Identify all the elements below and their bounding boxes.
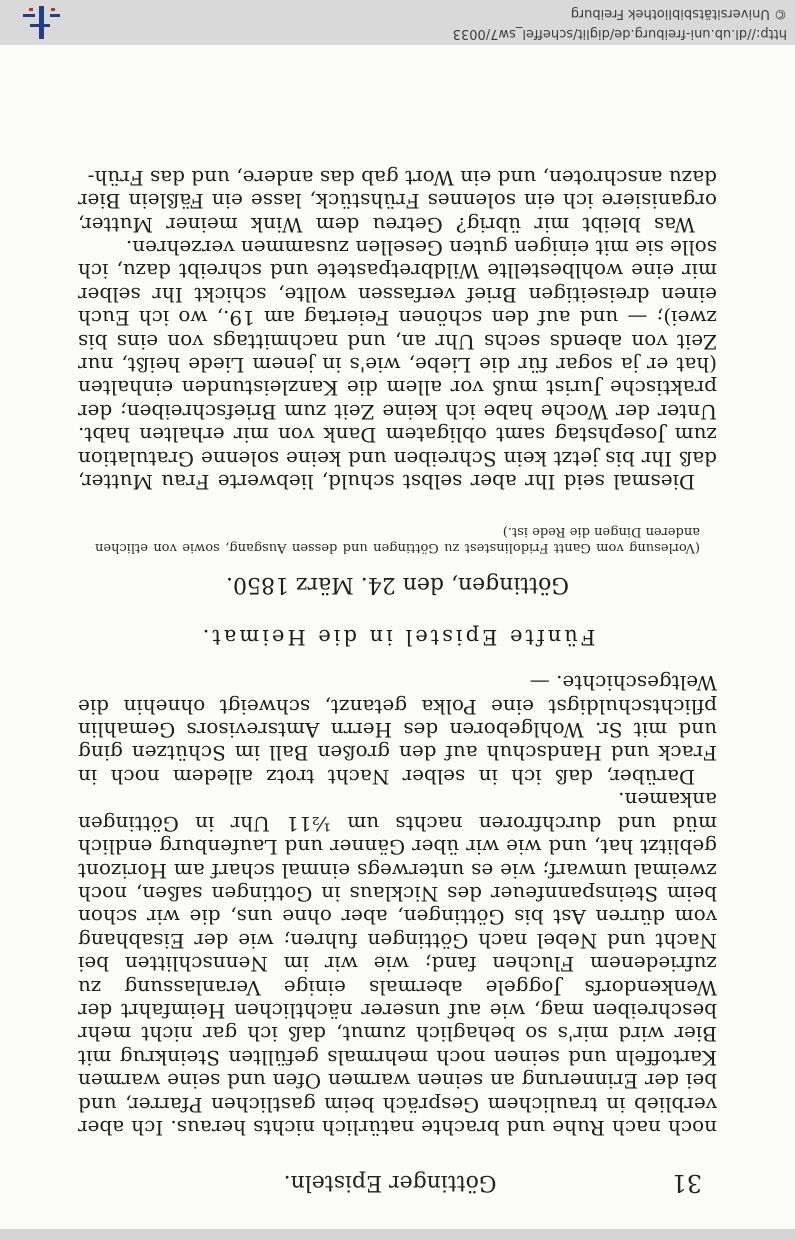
page-number: 31: [671, 1169, 702, 1197]
paragraph-4-text: Was bleibt mir übrig? Getreu dem Wink meiner Mutter, organisiere ich ein solennes Frühstück, lasse ein Fäßlein Bier dazu anschroten, und ein Wort gab das andere, und das Früh-: [78, 165, 717, 237]
paragraph-2-text: Darüber, daß ich in selber Nacht trotz alledem noch in Frack und Handschuh auf den großen Ball im Schützen ging und mit Sr. Wohlgeboren des Herrn Amtsrevisors Gemahlin pflichtschuldigst eine Polka getanzt, schweigt ohnehin die Weltgeschichte. —: [78, 671, 717, 789]
section-title: Fünfte Epistel in die Heimat.: [199, 625, 596, 649]
top-scan-strip: [0, 1229, 795, 1239]
document-footer: [0, 0, 795, 45]
ub-freiburg-logo-icon: [16, 0, 64, 45]
paragraph-1-text: noch nach Ruhe und brachte natürlich nichts heraus. Ich aber verblieb in traulichem Gespräch beim gastlichen Pfarrer, und bei der Erinnerung an seinen warmen Ofen und seine warmen Kartoffeln und seinen noch mehrmals gefüllten Steinkrug mit Bier wird mir's so behaglich zumut, daß ich gar nicht mehr beschreiben mag, wie auf unserer nächtlichen Heimfahrt der Wenkendorfs Joggele abermals einige Veranlassung zu zufriedenem Fluchen fand; wie wir im Nennschlitten bei Nacht und Nebel nach Göttingen fuhren; wie der Eisabhang vom dürren Ast bis Göttingen, aber ohne uns, die wir schon beim Steinspannfeuer des Nicklaus in Gottingen saßen, noch zweimal umwarf; wie es unterwegs einmal scharf am Horizont geblitzt hat, und wie wir über Gänner und Laufenburg endlich müd und durchfroren nachts um ½11 Uhr in Göttingen ankamen.: [78, 788, 717, 1140]
paragraph-3: [78, 165, 717, 493]
scan-sheet: [0, 45, 795, 1229]
paragraph-1: [78, 671, 717, 1139]
paragraph-3-text: Diesmal seid Ihr aber selbst schuld, liebwerte Frau Mutter, daß Ihr bis jetzt kein Schreiben und keine solenne Gratulation zum Josephstag samt obligatem Dank von mir erhalten habt. Unter der Woche habe ich keine Zeit zum Briefschreiben; der praktische Jurist muß vor allem die Kanzleistunden einhalten (hat er ja sogar für die Liebe, wie's in jenem Liede heißt, nur Zeit von abends sechs Uhr an, und nachmittags von eins bis zwei); — und auf den schönen Feiertag am 19., wo ich Euch einen dreiseitigen Brief verfassen wollte, schickt Ihr selber mir eine wohlbestellte Wildbretpastete und schreibt dazu, ich solle sie mit einigen guten Gesellen zusammen verzehren.: [78, 235, 717, 494]
page-header: [78, 1161, 702, 1201]
editorial-note: (Vorlesung vom Gantt Fridolinstest zu Göttingen und dessen Ausgang, sowie von etlichen anderen Dingen die Rede ist.): [95, 524, 700, 555]
dateline: Göttingen, den 24. März 1850.: [226, 572, 569, 597]
copyright-text: © Universitätsbibliothek Freiburg: [570, 6, 787, 21]
source-url[interactable]: http://dl.ub.uni-freiburg.de/diglit/scheffel_sw7/0033: [452, 26, 787, 41]
running-title: Göttinger Episteln.: [283, 1170, 497, 1195]
